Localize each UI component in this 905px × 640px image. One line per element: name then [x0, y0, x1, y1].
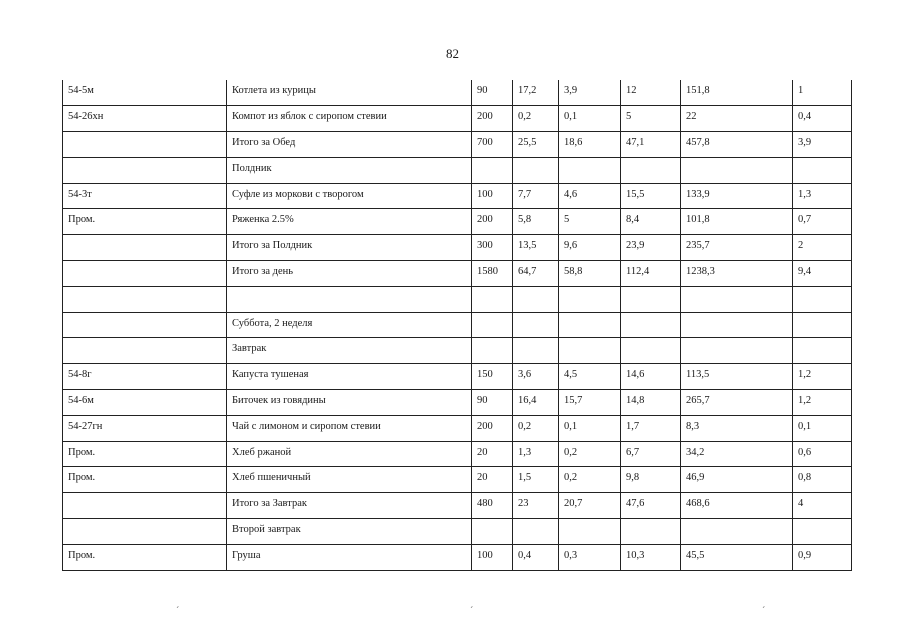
- cell-code: [63, 519, 227, 545]
- cell-portion: 20: [472, 441, 513, 467]
- cell-carbs: 15,5: [621, 183, 681, 209]
- cell-vitamin-c: [793, 338, 852, 364]
- cell-dish: Итого за Полдник: [227, 235, 472, 261]
- cell-energy: 8,3: [681, 415, 793, 441]
- cell-dish: Хлеб пшеничный: [227, 467, 472, 493]
- cell-energy: 45,5: [681, 544, 793, 570]
- cell-protein: 1,5: [513, 467, 559, 493]
- cell-energy: 34,2: [681, 441, 793, 467]
- cell-fat: 4,5: [559, 364, 621, 390]
- cell-portion: 200: [472, 415, 513, 441]
- cell-portion: 1580: [472, 261, 513, 287]
- cell-fat: 0,2: [559, 441, 621, 467]
- cell-carbs: 112,4: [621, 261, 681, 287]
- table-row: [63, 338, 852, 364]
- cell-code: [63, 235, 227, 261]
- cell-code: Пром.: [63, 467, 227, 493]
- scan-mark: ´: [470, 606, 474, 617]
- cell-vitamin-c: [793, 519, 852, 545]
- cell-energy: 22: [681, 106, 793, 132]
- cell-fat: 20,7: [559, 493, 621, 519]
- cell-dish: Компот из яблок с сиропом стевии: [227, 106, 472, 132]
- scan-mark: ´: [762, 606, 766, 617]
- cell-energy: 46,9: [681, 467, 793, 493]
- cell-code: Пром.: [63, 441, 227, 467]
- cell-fat: 3,9: [559, 80, 621, 106]
- cell-carbs: [621, 312, 681, 338]
- cell-carbs: [621, 286, 681, 312]
- cell-protein: 7,7: [513, 183, 559, 209]
- cell-carbs: 6,7: [621, 441, 681, 467]
- cell-energy: 101,8: [681, 209, 793, 235]
- cell-energy: [681, 312, 793, 338]
- table-row: [63, 467, 852, 493]
- table-row: [63, 493, 852, 519]
- table-row: [63, 106, 852, 132]
- cell-carbs: 47,1: [621, 132, 681, 158]
- cell-vitamin-c: 0,6: [793, 441, 852, 467]
- cell-fat: 15,7: [559, 390, 621, 416]
- cell-dish: Капуста тушеная: [227, 364, 472, 390]
- table-row: [63, 312, 852, 338]
- cell-carbs: 12: [621, 80, 681, 106]
- cell-portion: 480: [472, 493, 513, 519]
- cell-dish: Хлеб ржаной: [227, 441, 472, 467]
- cell-protein: 17,2: [513, 80, 559, 106]
- cell-portion: 100: [472, 544, 513, 570]
- table-row: [63, 80, 852, 106]
- cell-code: 54-26хн: [63, 106, 227, 132]
- table-row: [63, 544, 852, 570]
- cell-portion: 150: [472, 364, 513, 390]
- cell-vitamin-c: [793, 312, 852, 338]
- cell-vitamin-c: [793, 157, 852, 183]
- cell-energy: 1238,3: [681, 261, 793, 287]
- cell-protein: [513, 157, 559, 183]
- cell-dish: Полдник: [227, 157, 472, 183]
- cell-protein: [513, 312, 559, 338]
- cell-vitamin-c: [793, 286, 852, 312]
- cell-code: Пром.: [63, 209, 227, 235]
- cell-dish: [227, 286, 472, 312]
- cell-dish: Суббота, 2 неделя: [227, 312, 472, 338]
- cell-fat: [559, 312, 621, 338]
- table-row: [63, 209, 852, 235]
- cell-protein: 3,6: [513, 364, 559, 390]
- cell-portion: 20: [472, 467, 513, 493]
- cell-portion: [472, 157, 513, 183]
- cell-portion: [472, 312, 513, 338]
- cell-fat: 18,6: [559, 132, 621, 158]
- cell-dish: Груша: [227, 544, 472, 570]
- menu-table: [62, 80, 852, 571]
- cell-fat: 0,1: [559, 415, 621, 441]
- cell-energy: [681, 157, 793, 183]
- cell-code: Пром.: [63, 544, 227, 570]
- cell-energy: 468,6: [681, 493, 793, 519]
- cell-code: 54-6м: [63, 390, 227, 416]
- cell-code: 54-3т: [63, 183, 227, 209]
- cell-carbs: 23,9: [621, 235, 681, 261]
- cell-energy: [681, 286, 793, 312]
- cell-dish: Второй завтрак: [227, 519, 472, 545]
- cell-portion: 200: [472, 209, 513, 235]
- cell-code: [63, 132, 227, 158]
- cell-vitamin-c: 3,9: [793, 132, 852, 158]
- cell-vitamin-c: 1,2: [793, 364, 852, 390]
- cell-energy: 113,5: [681, 364, 793, 390]
- cell-portion: 90: [472, 390, 513, 416]
- cell-protein: [513, 519, 559, 545]
- cell-vitamin-c: 2: [793, 235, 852, 261]
- cell-protein: 64,7: [513, 261, 559, 287]
- scan-mark: ´: [176, 606, 180, 617]
- cell-energy: 235,7: [681, 235, 793, 261]
- cell-fat: [559, 286, 621, 312]
- cell-vitamin-c: 9,4: [793, 261, 852, 287]
- table-row: [63, 183, 852, 209]
- cell-vitamin-c: 0,7: [793, 209, 852, 235]
- cell-protein: 0,2: [513, 415, 559, 441]
- table-row: [63, 261, 852, 287]
- cell-energy: [681, 519, 793, 545]
- cell-portion: [472, 338, 513, 364]
- cell-carbs: 9,8: [621, 467, 681, 493]
- cell-fat: 4,6: [559, 183, 621, 209]
- cell-protein: 1,3: [513, 441, 559, 467]
- cell-vitamin-c: 0,9: [793, 544, 852, 570]
- cell-fat: 0,2: [559, 467, 621, 493]
- cell-carbs: 5: [621, 106, 681, 132]
- cell-protein: 0,4: [513, 544, 559, 570]
- cell-dish: Итого за Завтрак: [227, 493, 472, 519]
- cell-dish: Итого за день: [227, 261, 472, 287]
- cell-fat: [559, 338, 621, 364]
- cell-vitamin-c: 1: [793, 80, 852, 106]
- cell-protein: 13,5: [513, 235, 559, 261]
- cell-vitamin-c: 0,4: [793, 106, 852, 132]
- cell-vitamin-c: 4: [793, 493, 852, 519]
- cell-portion: 300: [472, 235, 513, 261]
- cell-carbs: 8,4: [621, 209, 681, 235]
- cell-vitamin-c: 1,3: [793, 183, 852, 209]
- cell-carbs: 47,6: [621, 493, 681, 519]
- cell-protein: 5,8: [513, 209, 559, 235]
- cell-fat: 9,6: [559, 235, 621, 261]
- cell-fat: 5: [559, 209, 621, 235]
- cell-energy: [681, 338, 793, 364]
- cell-energy: 457,8: [681, 132, 793, 158]
- cell-carbs: 14,6: [621, 364, 681, 390]
- cell-fat: [559, 519, 621, 545]
- cell-dish: Итого за Обед: [227, 132, 472, 158]
- cell-code: 54-8г: [63, 364, 227, 390]
- table-row: [63, 157, 852, 183]
- cell-code: 54-5м: [63, 80, 227, 106]
- cell-dish: Котлета из курицы: [227, 80, 472, 106]
- cell-fat: 58,8: [559, 261, 621, 287]
- cell-carbs: [621, 157, 681, 183]
- cell-protein: 0,2: [513, 106, 559, 132]
- cell-portion: 200: [472, 106, 513, 132]
- cell-portion: [472, 286, 513, 312]
- cell-dish: Завтрак: [227, 338, 472, 364]
- table-row: [63, 390, 852, 416]
- cell-carbs: 14,8: [621, 390, 681, 416]
- cell-protein: [513, 338, 559, 364]
- cell-dish: Чай с лимоном и сиропом стевии: [227, 415, 472, 441]
- page-number: 82: [446, 46, 459, 61]
- cell-protein: [513, 286, 559, 312]
- table-row: [63, 415, 852, 441]
- cell-fat: [559, 157, 621, 183]
- cell-code: [63, 312, 227, 338]
- cell-fat: 0,3: [559, 544, 621, 570]
- table-row: [63, 132, 852, 158]
- cell-protein: 23: [513, 493, 559, 519]
- table-row: [63, 441, 852, 467]
- cell-portion: 90: [472, 80, 513, 106]
- cell-carbs: [621, 519, 681, 545]
- cell-portion: 700: [472, 132, 513, 158]
- cell-carbs: [621, 338, 681, 364]
- cell-vitamin-c: 1,2: [793, 390, 852, 416]
- cell-dish: Ряженка 2.5%: [227, 209, 472, 235]
- cell-protein: 25,5: [513, 132, 559, 158]
- menu-table-body: [63, 80, 852, 570]
- cell-dish: Биточек из говядины: [227, 390, 472, 416]
- cell-protein: 16,4: [513, 390, 559, 416]
- cell-energy: 151,8: [681, 80, 793, 106]
- cell-energy: 265,7: [681, 390, 793, 416]
- cell-code: [63, 261, 227, 287]
- cell-code: [63, 157, 227, 183]
- table-row: [63, 235, 852, 261]
- table-row: [63, 286, 852, 312]
- cell-portion: 100: [472, 183, 513, 209]
- cell-fat: 0,1: [559, 106, 621, 132]
- table-row: [63, 364, 852, 390]
- cell-energy: 133,9: [681, 183, 793, 209]
- cell-vitamin-c: 0,1: [793, 415, 852, 441]
- cell-carbs: 10,3: [621, 544, 681, 570]
- cell-dish: Суфле из моркови с творогом: [227, 183, 472, 209]
- cell-code: [63, 493, 227, 519]
- cell-vitamin-c: 0,8: [793, 467, 852, 493]
- cell-portion: [472, 519, 513, 545]
- cell-code: [63, 338, 227, 364]
- cell-code: 54-27гн: [63, 415, 227, 441]
- cell-code: [63, 286, 227, 312]
- cell-carbs: 1,7: [621, 415, 681, 441]
- table-row: [63, 519, 852, 545]
